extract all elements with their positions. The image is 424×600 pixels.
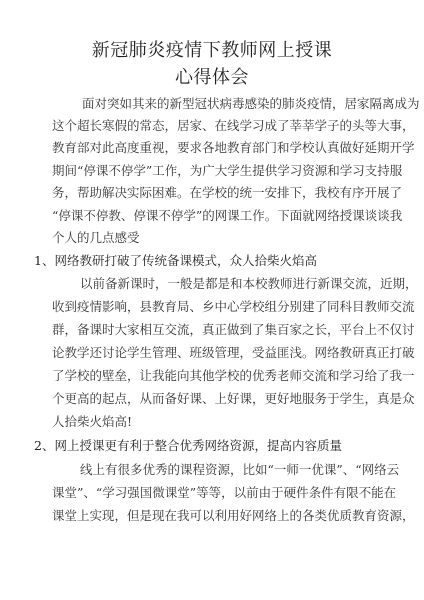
paragraph-line: 课堂”、“学习强国微课堂”等等，以前由于硬件条件有限不能在 xyxy=(52,485,397,500)
paragraph-line: “停课不停教、停课不停学”的网课工作。下面就网络授课谈谈我 xyxy=(52,208,403,223)
paragraph-line: 论教学还讨论学生管理、班级管理，受益匪浅。网络教研真正打破 xyxy=(52,345,415,360)
document-title-line-2: 心得体会 xyxy=(175,67,249,88)
paragraph-line: 了学校的壁垒，让我能向其他学校的优秀老师交流和学习给了我一 xyxy=(52,368,415,383)
paragraph-line: 这个超长寒假的常态，居家、在线学习成了莘莘学子的头等大事， xyxy=(52,118,415,133)
paragraph-line: 课堂上实现，但是现在我可以利用好网络上的各类优质教育资源， xyxy=(52,508,415,523)
paragraph-line: 收到疫情影响，县教育局、乡中心学校组分别建了同科目教师交流 xyxy=(52,299,415,314)
paragraph-line: 群，备课时大家相互交流，真正做到了集百家之长，平台上不仅讨 xyxy=(52,322,415,337)
paragraph-line: 务，帮助解决实际困难。在学校的统一安排下，我校有序开展了 xyxy=(52,185,403,200)
section-heading-1: 1、网络教研打破了传统备课模式，众人拾柴火焰高 xyxy=(34,253,317,268)
paragraph-line: 以前备新课时，一般是都是和本校教师进行新课交流，近期， xyxy=(80,276,418,291)
document-title-line-1: 新冠肺炎疫情下教师网上授课 xyxy=(91,40,333,61)
paragraph-line: 个更高的起点，从而备好课、上好课，更好地服务于学生，真是众 xyxy=(52,391,415,406)
paragraph-line: 面对突如其来的新型冠状病毒感染的肺炎疫情，居家隔离成为 xyxy=(82,96,420,111)
paragraph-line: 人拾柴火焰高! xyxy=(52,414,133,429)
paragraph-line: 教育部对此高度重视，要求各地教育部门和学校认真做好延期开学 xyxy=(52,140,415,155)
paragraph-line: 个人的几点感受 xyxy=(52,230,140,245)
section-heading-2: 2、网上授课更有利于整合优秀网络资源，提高内容质量 xyxy=(34,438,342,453)
paragraph-line: 线上有很多优秀的课程资源，比如“一师一优课”、“网络云 xyxy=(80,462,400,477)
paragraph-line: 期间“停课不停学”工作，为广大学生提供学习资源和学习支持服 xyxy=(52,163,403,178)
